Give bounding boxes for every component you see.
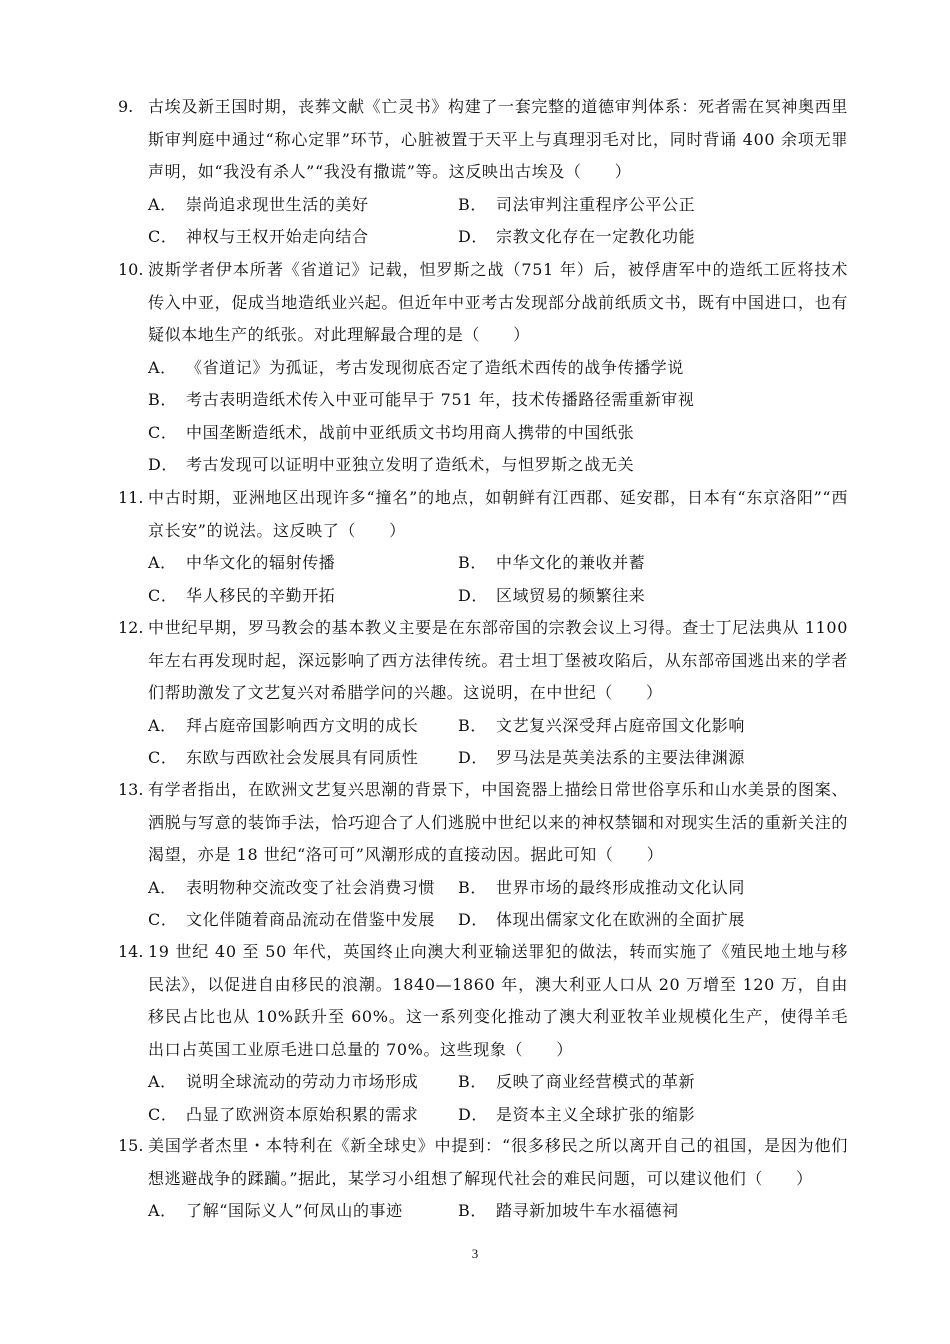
option-d[interactable]: D． 宗教文化存在一定教化功能 <box>458 227 696 246</box>
option-a[interactable]: A． 拜占庭帝国影响西方文明的成长 <box>148 715 419 735</box>
question-stem: 美国学者杰里・本特利在《新全球史》中提到：“很多移民之所以离开自己的祖国，是因为他们想逃避战争的蹂躏。”据此，某学习小组想了解现代社会的难民问题，可以建议他们（ ） <box>148 1136 848 1188</box>
options <box>148 352 848 482</box>
question-number: 15. <box>118 1136 144 1155</box>
option-c[interactable]: C． 文化伴随着商品流动在借鉴中发展 <box>148 910 436 929</box>
option-d[interactable]: D． 体现出儒家文化在欧洲的全面扩展 <box>458 910 746 929</box>
question-stem: 古埃及新王国时期，丧葬文献《亡灵书》构建了一套完整的道德审判体系：死者需在冥神奥西里斯审判庭中通过“称心定罪”环节，心脏被置于天平上与真理羽毛对比，同时背诵 400 余项无罪声明，如“我没有杀人”“我没有撒谎”等。这反映出古埃及（ ） <box>148 97 848 181</box>
option-a[interactable]: A． 说明全球流动的劳动力市场形成 <box>148 1072 419 1091</box>
option-a[interactable]: A． 《省道记》为孤证，考古发现彻底否定了造纸术西传的战争传播学说 <box>148 357 685 377</box>
option-d[interactable]: D． 区域贸易的频繁往来 <box>458 585 646 605</box>
question-stem: 中世纪早期，罗马教会的基本教义主要是在东部帝国的宗教会议上习得。查士丁尼法典从 1100 年左右再发现时起，深远影响了西方法律传统。君士坦丁堡被攻陷后，从东部帝国逃出来的学者们帮助激发了文艺复兴对希腊学问的兴趣。这说明，在中世纪（ ） <box>148 618 848 702</box>
question-number: 12. <box>118 618 144 637</box>
option-b[interactable]: B． 世界市场的最终形成推动文化认同 <box>458 877 746 897</box>
option-d[interactable]: D． 罗马法是英美法系的主要法律渊源 <box>458 748 746 767</box>
option-a[interactable]: A． 崇尚追求现世生活的美好 <box>148 194 369 214</box>
option-c[interactable]: C． 凸显了欧洲资本原始积累的需求 <box>148 1104 419 1124</box>
option-b[interactable]: B． 中华文化的兼收并蓄 <box>458 553 646 572</box>
options <box>148 189 848 254</box>
option-a[interactable]: A． 了解“国际义人”何凤山的事迹 <box>148 1201 403 1220</box>
question-10 <box>118 254 848 482</box>
option-c[interactable]: C． 华人移民的辛勤开拓 <box>148 585 336 605</box>
options <box>148 1066 848 1131</box>
question-number: 9. <box>118 97 134 116</box>
question-number: 11. <box>118 488 144 507</box>
options <box>148 1195 848 1228</box>
question-11 <box>118 482 848 612</box>
option-c[interactable]: C． 中国垄断造纸术，战前中亚纸质文书均用商人携带的中国纸张 <box>148 422 635 442</box>
option-b[interactable]: B． 考古表明造纸术传入中亚可能早于 751 年，技术传播路径需重新审视 <box>148 390 695 409</box>
option-b[interactable]: B． 反映了商业经营模式的革新 <box>458 1072 696 1091</box>
question-stem: 中古时期，亚洲地区出现许多“撞名”的地点，如朝鲜有江西郡、延安郡，日本有“东京洛阳”“西京长安”的说法。这反映了（ ） <box>148 488 848 540</box>
question-14 <box>118 936 848 1131</box>
option-a[interactable]: A． 表明物种交流改变了社会消费习惯 <box>148 877 436 897</box>
question-9 <box>118 91 848 254</box>
option-d[interactable]: D． 考古发现可以证明中亚独立发明了造纸术，与怛罗斯之战无关 <box>148 455 635 474</box>
options <box>148 872 848 937</box>
question-12 <box>118 612 848 775</box>
question-number: 14. <box>118 942 144 961</box>
question-number: 13. <box>118 780 144 799</box>
question-stem: 波斯学者伊本所著《省道记》记载，怛罗斯之战（751 年）后，被俘唐军中的造纸工匠将技术传入中亚，促成当地造纸业兴起。但近年中亚考古发现部分战前纸质文书，既有中国进口，也有疑似本地生产的纸张。对此理解最合理的是（ ） <box>148 260 848 344</box>
option-b[interactable]: B． 司法审判注重程序公平公正 <box>458 194 696 214</box>
option-d[interactable]: D． 是资本主义全球扩张的缩影 <box>458 1104 696 1124</box>
option-a[interactable]: A． 中华文化的辐射传播 <box>148 553 336 572</box>
option-b[interactable]: B． 踏寻新加坡牛车水福德祠 <box>458 1201 679 1220</box>
option-c[interactable]: C． 神权与王权开始走向结合 <box>148 227 369 246</box>
question-13 <box>118 774 848 937</box>
page-number: 3 <box>471 1246 479 1261</box>
question-stem: 有学者指出，在欧洲文艺复兴思潮的背景下，中国瓷器上描绘日常世俗享乐和山水美景的图案、洒脱与写意的装饰手法，恰巧迎合了人们逃脱中世纪以来的神权禁锢和对现实生活的重新关注的渴望，亦是 18 世纪“洛可可”风潮形成的直接动因。据此可知（ ） <box>148 780 848 864</box>
question-stem: 19 世纪 40 至 50 年代，英国终止向澳大利亚输送罪犯的做法，转而实施了《殖民地土地与移民法》，以促进自由移民的浪潮。1840—1860 年，澳大利亚人口从 20 万增至 120 万，自由移民占比也从 10%跃升至 60%。这一系列变化推动了澳大利亚牧羊业规模化生产，使得羊毛出口占英国工业原毛进口总量的 70%。这些现象（ ） <box>148 942 848 1059</box>
option-b[interactable]: B． 文艺复兴深受拜占庭帝国文化影响 <box>458 715 746 735</box>
options <box>148 710 848 775</box>
question-number: 10. <box>118 260 144 279</box>
options <box>148 547 848 612</box>
option-c[interactable]: C． 东欧与西欧社会发展具有同质性 <box>148 748 419 767</box>
question-15 <box>118 1130 848 1228</box>
